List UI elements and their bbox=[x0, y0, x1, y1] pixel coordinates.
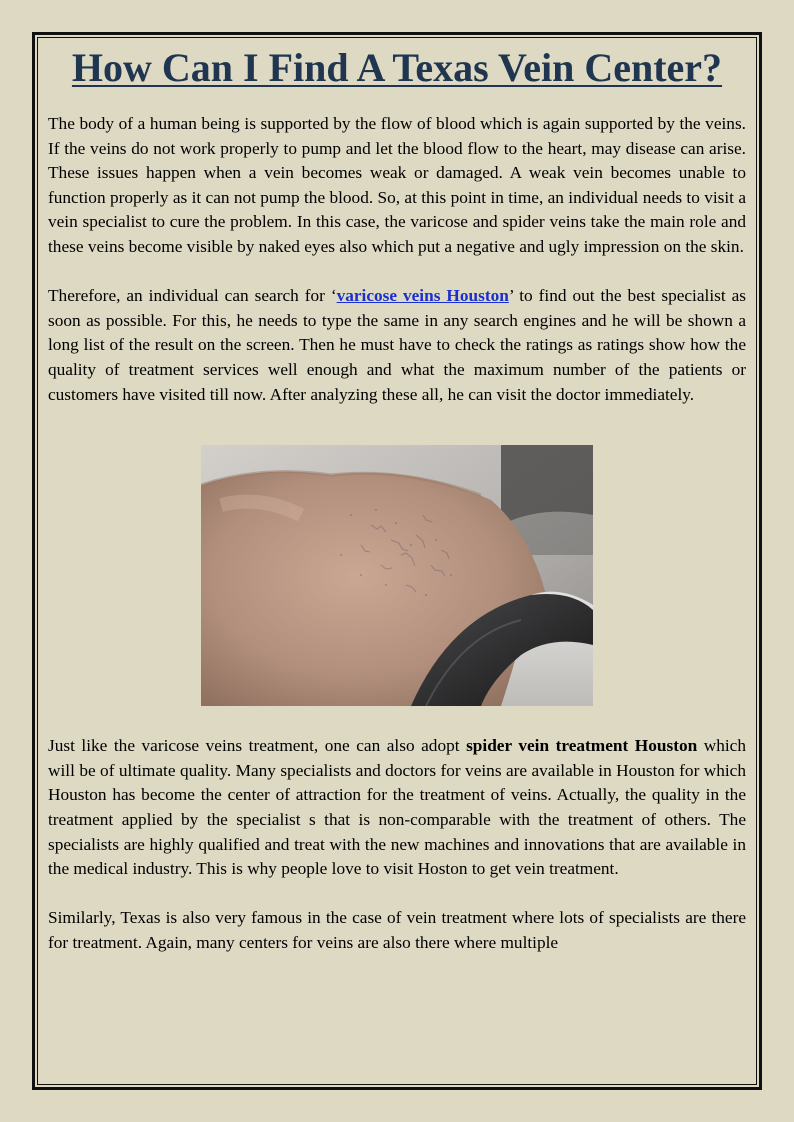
document-content bbox=[48, 44, 746, 1086]
paragraph-2-text-end: ’ to find out the best specialist as soon as possible. For this, he needs to type the same in any search engines and he will be shown a long list of the result on the screen. Then he must have to check the ratings as ratings show how the quality of treatment services well enough and what the maximum number of the patients or customers have visited till now. After analyzing these all, he can visit the doctor immediately. bbox=[48, 286, 746, 404]
spider-vein-treatment-houston-keyword: spider vein treatment Houston bbox=[466, 736, 698, 756]
paragraph-3 bbox=[48, 734, 746, 882]
paragraph-3-text-start: Just like the varicose veins treatment, one can also adopt bbox=[48, 736, 467, 756]
paragraph-2-text-start: Therefore, an individual can search for ‘ bbox=[48, 286, 337, 306]
paragraph-1: The body of a human being is supported by the flow of blood which is again supported by the veins. If the veins do not work properly to pump and let the blood flow to the heart, may disease can arise. These issues happen when a vein becomes weak or damaged. A weak vein becomes unable to function properly as it can not pump the blood. So, at this point in time, an individual needs to visit a vein specialist to cure the problem. In this case, the varicose and spider veins take the main role and these veins become visible by naked eyes also which put a negative and ugly impression on the skin. bbox=[48, 114, 746, 256]
paragraph-3-text-end: which will be of ultimate quality. Many specialists and doctors for veins are available in Houston for which Houston has become the center of attraction for the treatment of veins. Actually, the quality in the treatment applied by the specialist s that is non-comparable with the treatment of others. The specialists are highly qualified and treat with the new machines and innovations that are available in the medical industry. This is why people love to visit Hoston to get vein treatment. bbox=[48, 736, 746, 879]
leg-veins-photo bbox=[201, 445, 593, 706]
document-title: How Can I Find A Texas Vein Center? bbox=[71, 45, 723, 90]
paragraph-2 bbox=[48, 284, 746, 407]
varicose-veins-houston-link[interactable]: varicose veins Houston bbox=[336, 286, 509, 306]
paragraph-4: Similarly, Texas is also very famous in the case of vein treatment where lots of specialists are there for treatment. Again, many centers for veins are also there where multiple bbox=[48, 908, 746, 952]
